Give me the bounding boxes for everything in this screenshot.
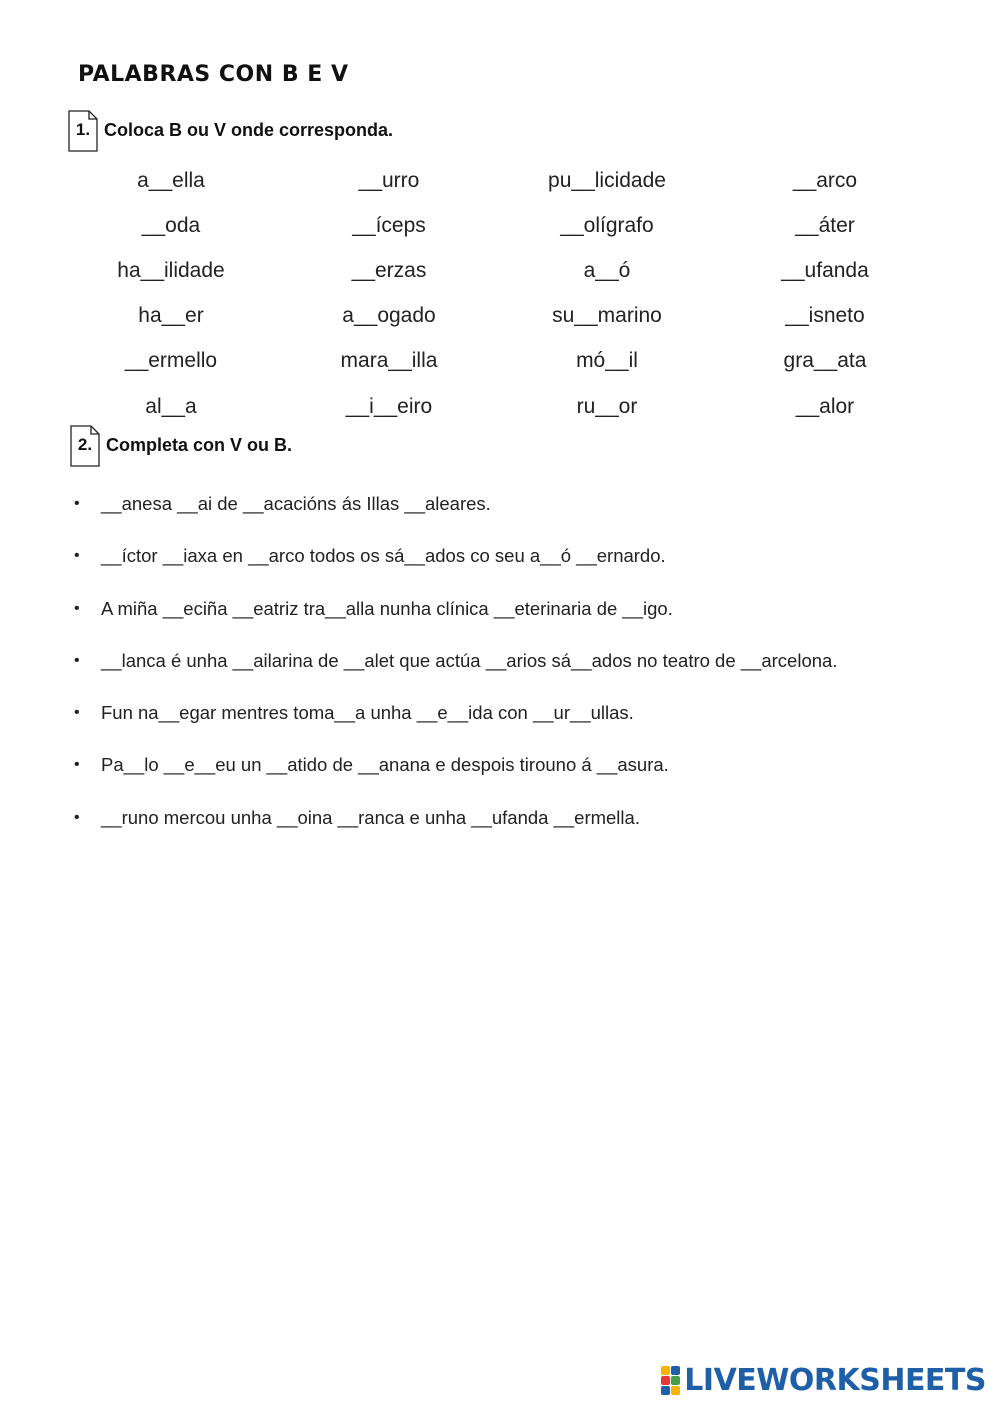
bullet-icon: •: [74, 704, 80, 722]
word-cell[interactable]: mó__il: [576, 349, 638, 373]
exercise-1-header: [68, 110, 393, 150]
list-item: [74, 701, 837, 753]
grid-row: [62, 339, 942, 384]
sentence-text[interactable]: __lanca é unha __ailarina de __alet que actúa __arios sá__ados no teatro de __arcelona.: [101, 649, 838, 671]
logo-square: [661, 1366, 670, 1375]
list-item: [74, 544, 837, 596]
word-cell[interactable]: __íceps: [352, 213, 426, 237]
exercise-1-instruction: Coloca B ou V onde corresponda.: [104, 119, 394, 140]
exercise-2-number: 2.: [77, 435, 93, 454]
logo-square: [671, 1376, 680, 1385]
sentence-list: [74, 492, 837, 858]
list-item: [74, 753, 837, 805]
sentence-text[interactable]: Fun na__egar mentres toma__a unha __e__ida con __ur__ullas.: [101, 702, 634, 724]
sentence-text[interactable]: Pa__lo __e__eu un __atido de __anana e despois tirouno á __asura.: [101, 754, 669, 776]
grid-row: [62, 248, 942, 293]
word-cell[interactable]: __oda: [141, 213, 201, 237]
liveworksheets-logo[interactable]: [661, 1363, 986, 1398]
list-item: [74, 806, 837, 858]
bullet-icon: •: [74, 599, 80, 617]
word-cell[interactable]: __olígrafo: [560, 213, 654, 237]
bullet-icon: •: [74, 808, 80, 826]
word-cell[interactable]: a__ó: [583, 258, 631, 282]
word-cell[interactable]: __alor: [795, 394, 855, 418]
exercise-2-header: [70, 425, 292, 465]
bullet-icon: •: [74, 547, 80, 565]
brand-text: LIVEWORKSHEETS: [684, 1363, 986, 1398]
bullet-icon: •: [74, 756, 80, 774]
logo-square: [671, 1386, 680, 1395]
list-item: [74, 597, 837, 649]
word-cell[interactable]: __isneto: [785, 304, 865, 328]
grid-row: [62, 203, 942, 248]
logo-square: [671, 1366, 680, 1375]
list-item: [74, 492, 837, 544]
grid-row: [62, 158, 942, 203]
word-cell[interactable]: ru__or: [576, 394, 638, 418]
word-cell[interactable]: a__ogado: [342, 304, 436, 328]
liveworksheets-icon: [661, 1366, 680, 1395]
word-cell[interactable]: __i__eiro: [345, 394, 433, 418]
list-item: [74, 649, 837, 701]
document-icon: [70, 425, 100, 465]
sentence-text[interactable]: __runo mercou unha __oina __ranca e unha __ufanda __ermella.: [101, 806, 640, 828]
logo-square: [661, 1376, 670, 1385]
word-cell[interactable]: __arco: [792, 168, 858, 192]
word-cell[interactable]: pu__licidade: [548, 168, 666, 192]
word-cell[interactable]: __urro: [358, 168, 420, 192]
word-cell[interactable]: su__marino: [552, 304, 662, 328]
sentence-text[interactable]: __íctor __iaxa en __arco todos os sá__ados co seu a__ó __ernardo.: [101, 545, 666, 567]
word-cell[interactable]: gra__ata: [783, 349, 867, 373]
exercise-2-instruction: Completa con V ou B.: [106, 434, 293, 455]
word-cell[interactable]: __ermello: [124, 349, 218, 373]
grid-row: [62, 294, 942, 339]
sentence-text[interactable]: A miña __eciña __eatriz tra__alla nunha clínica __eterinaria de __igo.: [101, 597, 673, 619]
grid-row: [62, 384, 942, 429]
word-cell[interactable]: ha__er: [138, 304, 204, 328]
exercise-1-number: 1.: [75, 120, 91, 139]
document-icon: [68, 110, 98, 150]
word-grid: [62, 158, 942, 429]
word-cell[interactable]: __ufanda: [781, 258, 869, 282]
bullet-icon: •: [74, 651, 80, 669]
page-title: PALABRAS CON B E V: [78, 62, 349, 87]
logo-square: [661, 1386, 670, 1395]
sentence-text[interactable]: __anesa __ai de __acacións ás Illas __aleares.: [101, 493, 491, 514]
word-cell[interactable]: __áter: [795, 213, 855, 237]
word-cell[interactable]: ha__ilidade: [117, 258, 225, 282]
bullet-icon: •: [74, 495, 80, 512]
word-cell[interactable]: a__ella: [137, 168, 205, 192]
word-cell[interactable]: al__a: [145, 394, 197, 418]
word-cell[interactable]: __erzas: [351, 258, 427, 282]
word-cell[interactable]: mara__illa: [340, 349, 438, 373]
